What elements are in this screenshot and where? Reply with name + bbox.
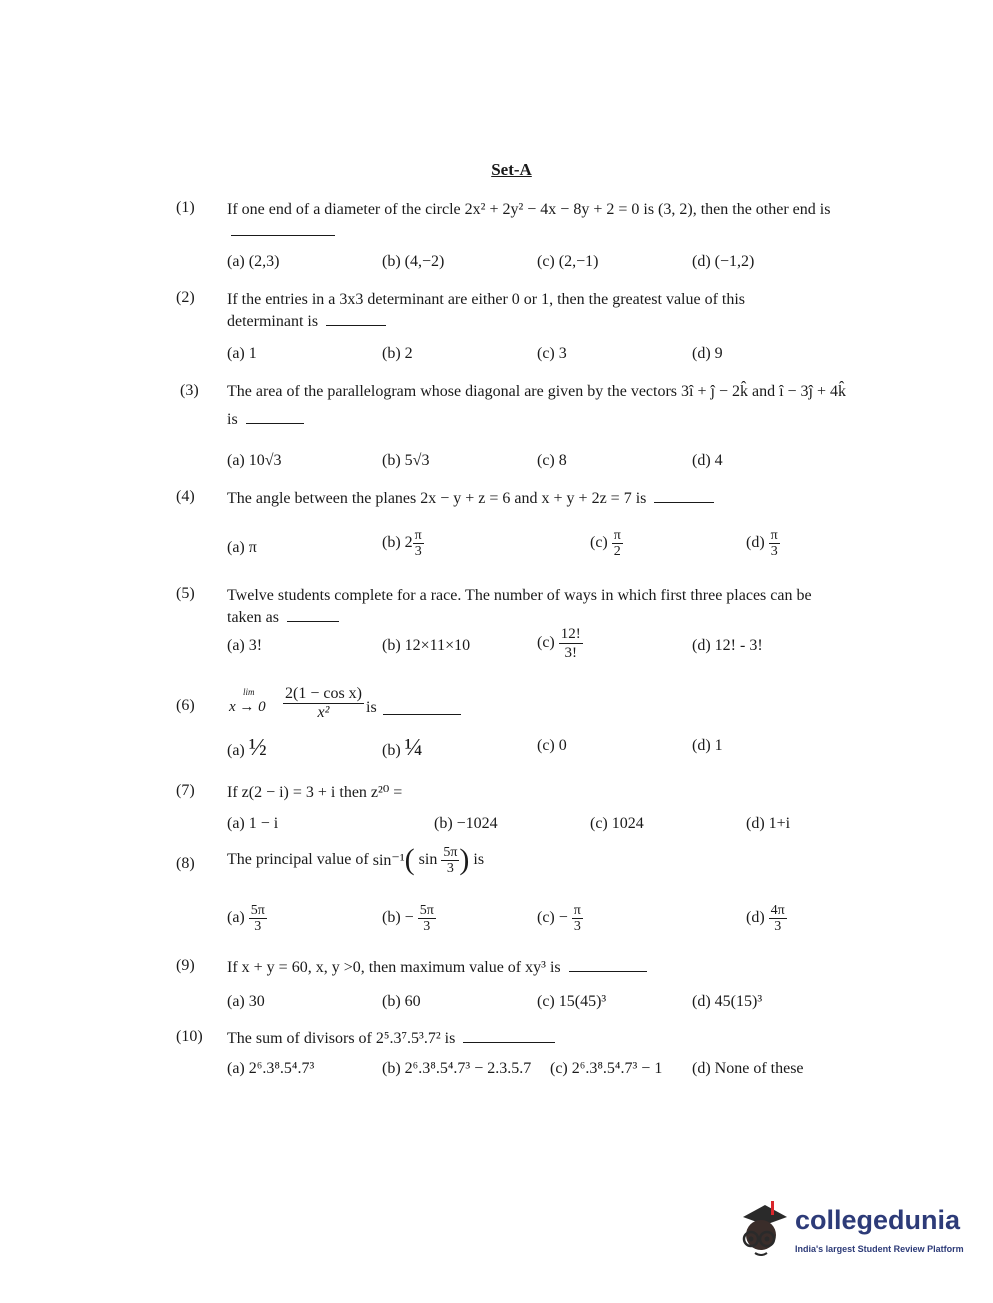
- option-b: (b) 2: [382, 345, 413, 362]
- option-d: (d) 1: [692, 737, 723, 754]
- fraction: $\frac{\text{2(1 − cos x)}}{\text{x²}}$: [285, 685, 363, 721]
- option-d: (d) 12! - 3!: [692, 637, 763, 654]
- exam-page: Set-A (1) If one end of a diameter of the circle 2x² + 2y² − 4x − 8y + 2 = 0 is (3, 2), then the other end is (a) (2,3) (b) (4,−2) (c) (2,−1) (d) (−1,2) (2) If the entries in a 3x3 determinant are either 0 or 1, then the greatest value of this determinant is (a) 1 (b) 2 (c) 3 (d) 9 (3) The area of the parallelogram whose diagonal are given by the vectors 3î + ĵ − 2k̂ and î − 3ĵ + 4k̂ is (a) 10√3 (b) 5√3 (c) 8 (d) 4 (4) The angle between the planes 2x − y + z = 6 and x + y + 2z = 7 is (a) π (b) 2 $\frac{\pi}{3}$ (c) $\frac{\pi}{2}$ (d) $\frac{\pi}{3}$ (5) Twelve students complete for a race. The number of ways in which first three places can be taken as (a) 3! (b) 12×11×10 (c) $\frac{12!}{3!}$ (d) 12! - 3! (6) lim x → 0 $\frac{\text{2(1 − cos x)}}{\text{x²}}$ is (a) ½ (b) ¼ (c) 0 (d) 1 (7) If z(2 − i) = 3 + i then z²⁰ = (a) 1 − i (b) −1024 (c) 1024 (d) 1+i (8) The principal value of sin⁻¹( sin $\frac{5\pi}{3}$ ) is (a) $\frac{5\pi}{3}$ (b) − $\frac{5\pi}{3}$ (c) − $\frac{\pi}{3}$ (d) $\frac{4\pi}{3}$ (9) If x + y = 60, x, y >0, then maximum value of xy³ is (a) 30 (b) 60 (c) 15(45)³ (d) 45(15)³ (10) The sum of divisors of 2⁵.3⁷.5³.7² is (a) 2⁶.3⁸.5⁴.7³ (b) 2⁶.3⁸.5⁴.7³ − 2.3.5.7 (c) 2⁶.3⁸.5⁴.7³ − 1 (d) None of these collegedunia India's largest Student Review Platform: [0, 0, 993, 1303]
- option-a: (a) 2⁶.3⁸.5⁴.7³: [227, 1060, 315, 1077]
- fraction: $\frac{\pi}{3}$: [573, 903, 581, 934]
- answer-blank: [383, 713, 461, 715]
- answer-blank: [326, 324, 386, 326]
- question-text: If z(2 − i) = 3 + i then z²⁰ =: [227, 784, 403, 801]
- collegedunia-logo[interactable]: [735, 1195, 965, 1275]
- question-number: (6): [176, 697, 195, 714]
- set-title: Set-A: [491, 160, 532, 179]
- question-number: (2): [176, 289, 195, 306]
- option-a: (a) 30: [227, 993, 265, 1010]
- option-a: (a) $\frac{5\pi}{3}$: [227, 903, 265, 934]
- question-text: The angle between the planes 2x − y + z = 6 and x + y + 2z = 7 is: [227, 488, 847, 510]
- fraction: $\frac{5\pi}{3}$: [419, 903, 434, 934]
- logo-wordmark: collegedunia: [795, 1205, 961, 1235]
- answer-blank: [231, 234, 335, 236]
- option-a: (a) ½: [227, 735, 267, 761]
- question-text: The area of the parallelogram whose diagonal are given by the vectors 3î + ĵ − 2k̂ and î − 3ĵ + 4k̂ is: [227, 383, 847, 428]
- answer-blank: [569, 970, 647, 972]
- option-b: (b) (4,−2): [382, 253, 445, 270]
- answer-blank: [246, 422, 304, 424]
- logo-tagline: India's largest Student Review Platform: [795, 1244, 964, 1254]
- option-b: (b) ¼: [382, 735, 423, 761]
- option-b: (b) 2⁶.3⁸.5⁴.7³ − 2.3.5.7: [382, 1060, 532, 1077]
- option-c: (c) 3: [537, 345, 567, 362]
- fraction: $\frac{12!}{3!}$: [560, 626, 581, 661]
- question-number: (4): [176, 488, 195, 505]
- fraction: $\frac{\pi}{3}$: [414, 528, 422, 559]
- option-c: (c) $\frac{12!}{3!}$: [537, 626, 581, 661]
- question-number: (10): [176, 1028, 203, 1045]
- answer-blank: [654, 501, 714, 503]
- question-number: (3): [180, 382, 199, 399]
- option-b: (b) 2 $\frac{\pi}{3}$: [382, 528, 422, 559]
- option-a: (a) (2,3): [227, 253, 280, 270]
- graduate-mascot-icon: [735, 1195, 797, 1265]
- option-b: (b) −1024: [434, 815, 498, 832]
- plane-1: 2x − y + z = 6: [420, 490, 511, 507]
- question-text: If x + y = 60, x, y >0, then maximum value of xy³ is: [227, 957, 847, 979]
- option-c: (c) $\frac{\pi}{2}$: [590, 528, 621, 559]
- vector-2: î − 3ĵ + 4k̂: [779, 383, 847, 400]
- option-d: (d) 4: [692, 452, 723, 469]
- question-text: The principal value of sin⁻¹( sin $\frac{5\pi}{3}$ ) is: [227, 843, 485, 876]
- option-c: (c) − $\frac{\pi}{3}$: [537, 903, 581, 934]
- fraction: $\frac{\pi}{2}$: [613, 528, 621, 559]
- question-text: Twelve students complete for a race. The number of ways in which first three places can be taken as: [227, 587, 812, 626]
- fraction: $\frac{5\pi}{3}$: [250, 903, 265, 934]
- option-d: (d) $\frac{\pi}{3}$: [746, 528, 778, 559]
- option-a: (a) 10√3: [227, 452, 282, 469]
- option-b: (b) 5√3: [382, 452, 430, 469]
- plane-2: x + y + 2z = 7: [541, 490, 632, 507]
- question-text: The sum of divisors of 2⁵.3⁷.5³.7² is: [227, 1028, 847, 1050]
- fraction: $\frac{\pi}{3}$: [770, 528, 778, 559]
- question-number: (8): [176, 855, 195, 872]
- question-number: (5): [176, 585, 195, 602]
- option-d: (d) 1+i: [746, 815, 791, 832]
- question-number: (9): [176, 957, 195, 974]
- option-c: (c) 2⁶.3⁸.5⁴.7³ − 1: [550, 1060, 663, 1077]
- answer-blank: [463, 1041, 555, 1043]
- option-a: (a) 1: [227, 345, 257, 362]
- option-a: (a) π: [227, 539, 257, 556]
- question-text: If the entries in a 3x3 determinant are either 0 or 1, then the greatest value of this determinant is: [227, 291, 746, 330]
- option-d: (d) $\frac{4\pi}{3}$: [746, 903, 785, 934]
- option-b: (b) − $\frac{5\pi}{3}$: [382, 903, 434, 934]
- option-a: (a) 3!: [227, 637, 263, 654]
- option-b: (b) 60: [382, 993, 421, 1010]
- option-c: (c) 15(45)³: [537, 993, 607, 1010]
- fraction: $\frac{5\pi}{3}$: [443, 844, 458, 876]
- option-c: (c) 8: [537, 452, 567, 469]
- question-number: (1): [176, 199, 195, 216]
- fraction: $\frac{4\pi}{3}$: [770, 903, 785, 934]
- question-number: (7): [176, 782, 195, 799]
- option-c: (c) 1024: [590, 815, 644, 832]
- vector-1: 3î + ĵ − 2k̂: [681, 383, 748, 400]
- option-b: (b) 12×11×10: [382, 637, 471, 654]
- question-text: If one end of a diameter of the circle 2x² + 2y² − 4x − 8y + 2 = 0 is (3, 2), then the other end is: [227, 199, 847, 243]
- option-c: (c) (2,−1): [537, 253, 599, 270]
- option-a: (a) 1 − i: [227, 815, 279, 832]
- option-d: (d) 9: [692, 345, 723, 362]
- option-d: (d) 45(15)³: [692, 993, 763, 1010]
- option-c: (c) 0: [537, 737, 567, 754]
- answer-blank: [287, 620, 339, 622]
- circle-equation: 2x² + 2y² − 4x − 8y + 2 = 0: [464, 201, 640, 218]
- option-d: (d) (−1,2): [692, 253, 755, 270]
- option-d: (d) None of these: [692, 1060, 804, 1077]
